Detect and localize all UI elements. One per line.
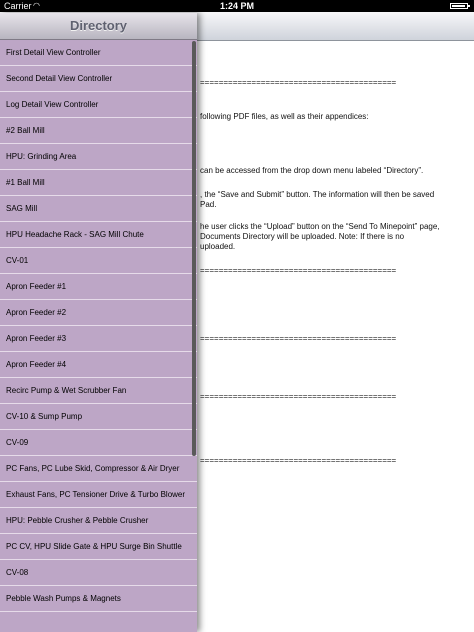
list-item[interactable]: CV-09 — [0, 430, 197, 456]
list-item[interactable]: CV-08 — [0, 560, 197, 586]
detail-text-line: , the “Save and Submit” button. The information will then be saved — [200, 190, 435, 199]
list-item[interactable]: HPU: Pebble Crusher & Pebble Crusher — [0, 508, 197, 534]
list-item[interactable]: #2 Ball Mill — [0, 118, 197, 144]
list-item[interactable]: Apron Feeder #4 — [0, 352, 197, 378]
list-item[interactable]: Apron Feeder #2 — [0, 300, 197, 326]
detail-text-line: Documents Directory will be uploaded. Note: If there is no — [200, 232, 405, 241]
detail-text-line: following PDF files, as well as their appendices: — [200, 112, 369, 121]
list-item[interactable]: Pebble Wash Pumps & Magnets — [0, 586, 197, 612]
list-scrollbar[interactable] — [192, 41, 196, 456]
list-item[interactable]: PC Fans, PC Lube Skid, Compressor & Air Dryer — [0, 456, 197, 482]
separator-line: ========================================== — [200, 78, 397, 87]
separator-line: ========================================== — [200, 334, 397, 343]
carrier-label: Carrier — [4, 1, 32, 11]
separator-line: ========================================== — [200, 456, 397, 465]
list-item[interactable]: First Detail View Controller — [0, 40, 197, 66]
list-item[interactable]: PC CV, HPU Slide Gate & HPU Surge Bin Shuttle — [0, 534, 197, 560]
status-bar — [0, 0, 474, 12]
list-item[interactable]: HPU: Grinding Area — [0, 144, 197, 170]
list-item[interactable]: Exhaust Fans, PC Tensioner Drive & Turbo Blower — [0, 482, 197, 508]
list-item[interactable]: CV-10 & Sump Pump — [0, 404, 197, 430]
list-item[interactable]: Recirc Pump & Wet Scrubber Fan — [0, 378, 197, 404]
directory-list[interactable] — [0, 40, 197, 612]
separator-line: ========================================== — [200, 392, 397, 401]
list-item[interactable]: SAG Mill — [0, 196, 197, 222]
list-item[interactable]: CV-01 — [0, 248, 197, 274]
battery-icon — [450, 3, 468, 9]
popover-title: Directory — [0, 13, 197, 40]
separator-line: ========================================== — [200, 266, 397, 275]
list-item[interactable]: HPU Headache Rack - SAG Mill Chute — [0, 222, 197, 248]
list-item[interactable]: #1 Ball Mill — [0, 170, 197, 196]
list-item[interactable]: Apron Feeder #3 — [0, 326, 197, 352]
list-item[interactable]: Second Detail View Controller — [0, 66, 197, 92]
detail-text-line: Pad. — [200, 200, 217, 209]
detail-view — [198, 40, 474, 632]
status-time: 1:24 PM — [219, 1, 254, 11]
detail-text-line: uploaded. — [200, 242, 236, 251]
detail-text-line: can be accessed from the drop down menu labeled “Directory”. — [200, 166, 424, 175]
detail-text-line: he user clicks the “Upload” button on the “Send To Minepoint” page, — [200, 222, 440, 231]
wifi-icon: ◠ — [33, 1, 40, 10]
list-item[interactable]: Apron Feeder #1 — [0, 274, 197, 300]
list-item[interactable]: Log Detail View Controller — [0, 92, 197, 118]
directory-popover — [0, 13, 197, 632]
